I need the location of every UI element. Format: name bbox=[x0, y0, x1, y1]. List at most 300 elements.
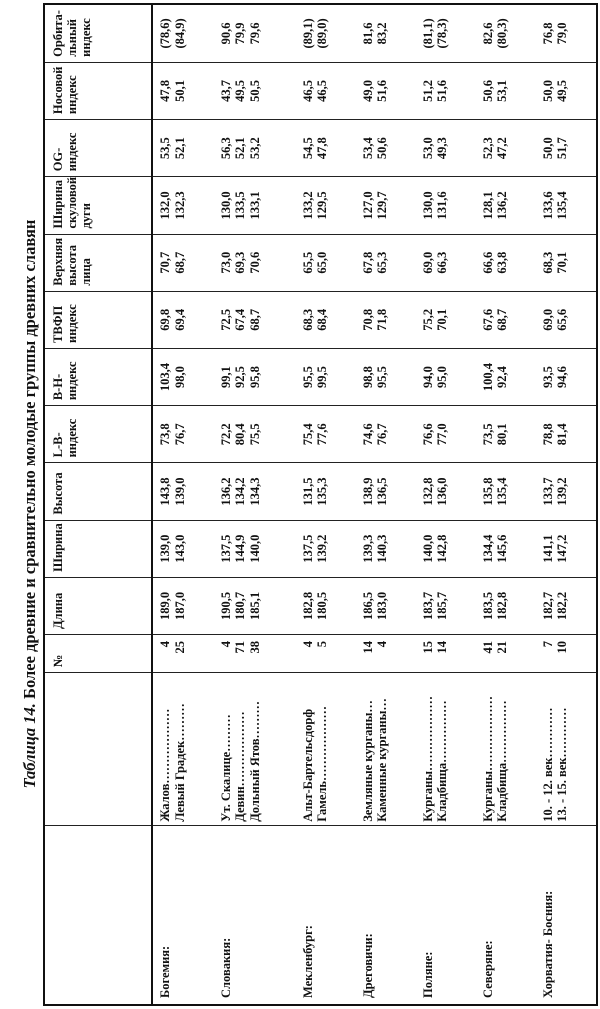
lb-index-cell bbox=[152, 406, 214, 463]
nasal-index-value: 46,5 bbox=[300, 80, 315, 102]
orbital-index-cell bbox=[475, 5, 535, 62]
bh-index-cell bbox=[475, 348, 535, 405]
height-value: 143,8 bbox=[157, 477, 172, 506]
bh-index-cell bbox=[295, 348, 355, 405]
nasal-index-cell bbox=[535, 62, 595, 119]
height-cell bbox=[475, 463, 535, 520]
orbital-index-value: 76,8 bbox=[540, 22, 555, 45]
lb-index-value: 76,7 bbox=[172, 423, 186, 446]
nasal-index-cell bbox=[152, 62, 214, 119]
count-value: 10 bbox=[554, 641, 569, 654]
width-cell bbox=[295, 520, 355, 577]
orbital-index-cell bbox=[355, 5, 415, 62]
site-label: Кладбища…………… bbox=[494, 700, 509, 822]
count-value: 21 bbox=[494, 641, 509, 654]
width-value: 137,5 bbox=[218, 534, 233, 563]
bh-index-value: 95,8 bbox=[247, 366, 262, 388]
site-label: 13. - 15. век………… bbox=[554, 707, 569, 822]
lb-index-cell bbox=[535, 406, 595, 463]
tvfp-index-value: 68,4 bbox=[314, 308, 329, 331]
upper-face-height-value: 66,6 bbox=[480, 251, 495, 274]
region-label: Мекленбург: bbox=[300, 925, 315, 998]
header-lb-index: L-B-индекс bbox=[45, 406, 152, 463]
zygomatic-width-value: 132,0 bbox=[157, 191, 172, 220]
count-cell bbox=[152, 635, 214, 673]
upper-face-height-cell bbox=[415, 234, 475, 291]
header-bh-index: B-H-индекс bbox=[45, 348, 152, 405]
region-label: Дреговичи: bbox=[360, 933, 375, 998]
table-row bbox=[355, 5, 415, 1004]
orbital-index-value: 83,2 bbox=[374, 22, 389, 45]
nasal-index-cell bbox=[475, 62, 535, 119]
og-index-value: 51,7 bbox=[554, 137, 569, 160]
upper-face-height-value: 73,0 bbox=[218, 251, 233, 274]
og-index-value: 50,0 bbox=[540, 137, 555, 160]
height-value: 139,0 bbox=[172, 477, 186, 506]
bh-index-value: 103,4 bbox=[157, 363, 172, 392]
upper-face-height-cell bbox=[152, 234, 214, 291]
length-value: 183,7 bbox=[420, 591, 435, 620]
orbital-index-value: 79,6 bbox=[247, 22, 262, 45]
bh-index-value: 95,0 bbox=[434, 366, 449, 388]
zygomatic-width-value: 133,2 bbox=[300, 191, 315, 220]
site-label: Жалов……………… bbox=[157, 708, 172, 822]
og-index-value: 56,3 bbox=[218, 137, 233, 160]
table-row bbox=[415, 5, 475, 1004]
nasal-index-value: 51,6 bbox=[374, 80, 389, 102]
height-value: 135,4 bbox=[494, 477, 509, 506]
length-value: 180,5 bbox=[314, 591, 329, 620]
height-value: 139,2 bbox=[554, 477, 569, 506]
nasal-index-cell bbox=[415, 62, 475, 119]
orbital-index-cell bbox=[415, 5, 475, 62]
width-value: 147,2 bbox=[554, 534, 569, 563]
height-cell bbox=[415, 463, 475, 520]
data-table bbox=[45, 5, 596, 1004]
nasal-index-value: 51,2 bbox=[420, 80, 435, 102]
length-value: 180,7 bbox=[232, 591, 247, 620]
table-area bbox=[40, 0, 600, 1009]
table-row bbox=[295, 5, 355, 1004]
upper-face-height-value: 70,7 bbox=[157, 251, 172, 274]
orbital-index-value: (89,0) bbox=[314, 18, 329, 49]
site-cell bbox=[355, 673, 415, 826]
height-value: 131,5 bbox=[300, 477, 315, 506]
header-zygomatic-width: Ширина скуловой дуги bbox=[45, 177, 152, 234]
bh-index-value: 92,5 bbox=[232, 366, 247, 388]
length-value: 182,8 bbox=[494, 591, 509, 620]
og-index-value: 47,8 bbox=[314, 137, 329, 160]
zygomatic-width-value: 129,7 bbox=[374, 191, 389, 220]
region-label: Богемия: bbox=[157, 945, 172, 998]
orbital-index-value: (89,1) bbox=[300, 18, 315, 49]
bh-index-cell bbox=[213, 348, 295, 405]
table-row bbox=[535, 5, 595, 1004]
zygomatic-width-cell bbox=[295, 177, 355, 234]
site-label: Левый Градек……… bbox=[172, 703, 186, 822]
region-cell bbox=[475, 825, 535, 1004]
header-width: Ширина bbox=[45, 520, 152, 577]
zygomatic-width-value: 135,4 bbox=[554, 191, 569, 220]
region-cell bbox=[295, 825, 355, 1004]
site-label: Земляные курганы… bbox=[360, 700, 375, 822]
table-caption bbox=[18, 4, 42, 1004]
upper-face-height-cell bbox=[475, 234, 535, 291]
length-value: 190,5 bbox=[218, 591, 233, 620]
og-index-value: 53,0 bbox=[420, 137, 435, 160]
site-label: Курганы……………… bbox=[420, 695, 435, 822]
count-value: 4 bbox=[300, 641, 315, 648]
upper-face-height-value: 69,0 bbox=[420, 251, 435, 274]
width-value: 140,0 bbox=[247, 534, 262, 563]
count-value: 41 bbox=[480, 641, 495, 654]
count-value: 14 bbox=[360, 641, 375, 654]
lb-index-value: 80,1 bbox=[494, 423, 509, 446]
og-index-value: 53,5 bbox=[157, 137, 172, 160]
site-label: 10. - 12. век………… bbox=[540, 707, 555, 822]
og-index-value: 52,3 bbox=[480, 137, 495, 160]
count-value: 4 bbox=[157, 641, 172, 648]
zygomatic-width-value: 136,2 bbox=[494, 191, 509, 220]
zygomatic-width-value: 128,1 bbox=[480, 191, 495, 220]
tvfp-index-value: 67,4 bbox=[232, 308, 247, 331]
zygomatic-width-value: 133,6 bbox=[540, 191, 555, 220]
tvfp-index-cell bbox=[535, 291, 595, 348]
tvfp-index-value: 70,1 bbox=[434, 308, 449, 331]
orbital-index-cell bbox=[152, 5, 214, 62]
length-value: 185,7 bbox=[434, 591, 449, 620]
orbital-index-value: (84,9) bbox=[172, 18, 186, 49]
width-value: 145,6 bbox=[494, 534, 509, 563]
length-value: 183,5 bbox=[480, 591, 495, 620]
width-cell bbox=[213, 520, 295, 577]
header-upper-face-height: Верхняя высота лица bbox=[45, 234, 152, 291]
zygomatic-width-cell bbox=[355, 177, 415, 234]
region-cell bbox=[355, 825, 415, 1004]
lb-index-value: 76,6 bbox=[420, 423, 435, 446]
bh-index-cell bbox=[152, 348, 214, 405]
width-cell bbox=[415, 520, 475, 577]
orbital-index-value: (78,3) bbox=[434, 18, 449, 49]
width-cell bbox=[152, 520, 214, 577]
nasal-index-value: 51,6 bbox=[434, 80, 449, 102]
og-index-value: 54,5 bbox=[300, 137, 315, 160]
length-value: 182,7 bbox=[540, 591, 555, 620]
og-index-cell bbox=[355, 120, 415, 177]
header-orbital-index: Орбита-льный индекс bbox=[45, 5, 152, 62]
caption-prefix: Таблица 14. bbox=[20, 703, 39, 789]
zygomatic-width-value: 127,0 bbox=[360, 191, 375, 220]
upper-face-height-value: 70,1 bbox=[554, 251, 569, 274]
site-label: Дольный Ятов……… bbox=[247, 701, 262, 822]
bh-index-cell bbox=[415, 348, 475, 405]
bh-index-value: 95,5 bbox=[374, 366, 389, 388]
zygomatic-width-cell bbox=[475, 177, 535, 234]
width-value: 137,5 bbox=[300, 534, 315, 563]
og-index-cell bbox=[152, 120, 214, 177]
width-cell bbox=[475, 520, 535, 577]
site-cell bbox=[415, 673, 475, 826]
tvfp-index-value: 68,7 bbox=[247, 308, 262, 331]
tvfp-index-cell bbox=[355, 291, 415, 348]
zygomatic-width-cell bbox=[152, 177, 214, 234]
lb-index-value: 76,7 bbox=[374, 423, 389, 446]
height-value: 133,7 bbox=[540, 477, 555, 506]
header-nasal-index: Носовой индекс bbox=[45, 62, 152, 119]
upper-face-height-cell bbox=[295, 234, 355, 291]
site-label: Гамель……………… bbox=[314, 706, 329, 822]
count-cell bbox=[295, 635, 355, 673]
og-index-cell bbox=[415, 120, 475, 177]
og-index-cell bbox=[535, 120, 595, 177]
width-value: 139,3 bbox=[360, 534, 375, 563]
upper-face-height-value: 65,5 bbox=[300, 251, 315, 274]
zygomatic-width-value: 133,5 bbox=[232, 191, 247, 220]
tvfp-index-cell bbox=[415, 291, 475, 348]
header-site bbox=[45, 673, 152, 826]
upper-face-height-cell bbox=[213, 234, 295, 291]
orbital-index-value: 79,0 bbox=[554, 22, 569, 45]
tvfp-index-cell bbox=[152, 291, 214, 348]
bh-index-value: 99,5 bbox=[314, 366, 329, 388]
length-cell bbox=[295, 577, 355, 634]
height-cell bbox=[355, 463, 415, 520]
orbital-index-value: (80,3) bbox=[494, 18, 509, 49]
tvfp-index-value: 70,8 bbox=[360, 308, 375, 331]
region-cell bbox=[152, 825, 214, 1004]
og-index-value: 53,4 bbox=[360, 137, 375, 160]
nasal-index-value: 49,0 bbox=[360, 80, 375, 102]
length-cell bbox=[152, 577, 214, 634]
bh-index-value: 94,6 bbox=[554, 366, 569, 388]
upper-face-height-value: 68,3 bbox=[540, 251, 555, 274]
orbital-index-cell bbox=[535, 5, 595, 62]
orbital-index-value: 90,6 bbox=[218, 22, 233, 45]
bh-index-cell bbox=[355, 348, 415, 405]
nasal-index-value: 43,7 bbox=[218, 80, 233, 102]
og-index-value: 49,3 bbox=[434, 137, 449, 160]
length-value: 187,0 bbox=[172, 591, 186, 620]
length-value: 185,1 bbox=[247, 591, 262, 620]
lb-index-cell bbox=[213, 406, 295, 463]
site-label: Каменные курганы… bbox=[374, 698, 389, 822]
bh-index-cell bbox=[535, 348, 595, 405]
nasal-index-cell bbox=[295, 62, 355, 119]
length-value: 182,8 bbox=[300, 591, 315, 620]
bh-index-value: 92,4 bbox=[494, 366, 509, 388]
site-cell bbox=[152, 673, 214, 826]
height-value: 136,2 bbox=[218, 477, 233, 506]
lb-index-value: 77,6 bbox=[314, 423, 329, 446]
table-row bbox=[475, 5, 535, 1004]
lb-index-cell bbox=[415, 406, 475, 463]
bh-index-value: 99,1 bbox=[218, 366, 233, 388]
og-index-value: 53,2 bbox=[247, 137, 262, 160]
region-cell bbox=[415, 825, 475, 1004]
orbital-index-cell bbox=[295, 5, 355, 62]
og-index-cell bbox=[295, 120, 355, 177]
lb-index-value: 75,5 bbox=[247, 423, 262, 446]
bh-index-value: 98,0 bbox=[172, 366, 186, 388]
site-cell bbox=[475, 673, 535, 826]
tvfp-index-value: 71,8 bbox=[374, 308, 389, 331]
nasal-index-value: 50,1 bbox=[172, 80, 186, 102]
site-cell bbox=[535, 673, 595, 826]
upper-face-height-value: 70,6 bbox=[247, 251, 262, 274]
region-label: Северяне: bbox=[480, 940, 495, 998]
site-label: Курганы……………… bbox=[480, 695, 495, 822]
width-value: 140,3 bbox=[374, 534, 389, 563]
lb-index-cell bbox=[355, 406, 415, 463]
region-label: Поляне: bbox=[420, 951, 435, 998]
nasal-index-value: 50,0 bbox=[540, 80, 555, 102]
count-value: 15 bbox=[420, 641, 435, 654]
tvfp-index-value: 68,3 bbox=[300, 308, 315, 331]
tvfp-index-value: 72,5 bbox=[218, 308, 233, 331]
count-cell bbox=[415, 635, 475, 673]
zygomatic-width-value: 129,5 bbox=[314, 191, 329, 220]
header-n: № bbox=[45, 635, 152, 673]
upper-face-height-value: 67,8 bbox=[360, 251, 375, 274]
nasal-index-value: 46,5 bbox=[314, 80, 329, 102]
lb-index-cell bbox=[295, 406, 355, 463]
nasal-index-cell bbox=[213, 62, 295, 119]
length-cell bbox=[415, 577, 475, 634]
lb-index-value: 78,8 bbox=[540, 423, 555, 446]
data-table-frame bbox=[43, 3, 598, 1006]
count-value: 5 bbox=[314, 641, 329, 648]
og-index-cell bbox=[213, 120, 295, 177]
width-value: 139,2 bbox=[314, 534, 329, 563]
nasal-index-value: 50,5 bbox=[247, 80, 262, 102]
lb-index-value: 81,4 bbox=[554, 423, 569, 446]
zygomatic-width-cell bbox=[415, 177, 475, 234]
count-cell bbox=[535, 635, 595, 673]
lb-index-value: 73,5 bbox=[480, 423, 495, 446]
orbital-index-cell bbox=[213, 5, 295, 62]
upper-face-height-value: 66,3 bbox=[434, 251, 449, 274]
lb-index-value: 72,2 bbox=[218, 423, 233, 446]
count-value: 25 bbox=[172, 641, 186, 654]
nasal-index-cell bbox=[355, 62, 415, 119]
length-cell bbox=[355, 577, 415, 634]
og-index-value: 52,1 bbox=[172, 137, 186, 160]
count-cell bbox=[475, 635, 535, 673]
tvfp-index-value: 68,7 bbox=[494, 308, 509, 331]
og-index-value: 52,1 bbox=[232, 137, 247, 160]
height-cell bbox=[535, 463, 595, 520]
tvfp-index-cell bbox=[213, 291, 295, 348]
tvfp-index-value: 69,0 bbox=[540, 308, 555, 331]
site-label: Альт-Бартельсдорф bbox=[300, 708, 315, 822]
tvfp-index-value: 65,6 bbox=[554, 308, 569, 331]
tvfp-index-cell bbox=[475, 291, 535, 348]
count-cell bbox=[355, 635, 415, 673]
table-row bbox=[152, 5, 214, 1004]
table-body bbox=[152, 5, 596, 1004]
height-value: 135,8 bbox=[480, 477, 495, 506]
tvfp-index-value: 75,2 bbox=[420, 308, 435, 331]
nasal-index-value: 50,6 bbox=[480, 80, 495, 102]
height-value: 135,3 bbox=[314, 477, 329, 506]
zygomatic-width-cell bbox=[213, 177, 295, 234]
zygomatic-width-value: 133,1 bbox=[247, 191, 262, 220]
header-tvfp-index: ТВФП индекс bbox=[45, 291, 152, 348]
zygomatic-width-value: 132,3 bbox=[172, 191, 186, 220]
height-cell bbox=[295, 463, 355, 520]
tvfp-index-value: 67,6 bbox=[480, 308, 495, 331]
site-label: Ут. Скалице……… bbox=[218, 714, 233, 822]
nasal-index-value: 47,8 bbox=[157, 80, 172, 102]
upper-face-height-value: 68,7 bbox=[172, 251, 186, 274]
height-value: 132,8 bbox=[420, 477, 435, 506]
header-height: Высота bbox=[45, 463, 152, 520]
count-value: 4 bbox=[374, 641, 389, 648]
upper-face-height-value: 65,3 bbox=[374, 251, 389, 274]
zygomatic-width-value: 130,0 bbox=[218, 191, 233, 220]
bh-index-value: 98,8 bbox=[360, 366, 375, 388]
count-value: 14 bbox=[434, 641, 449, 654]
length-value: 183,0 bbox=[374, 591, 389, 620]
height-value: 138,9 bbox=[360, 477, 375, 506]
zygomatic-width-value: 130,0 bbox=[420, 191, 435, 220]
height-cell bbox=[152, 463, 214, 520]
table-row bbox=[213, 5, 295, 1004]
upper-face-height-value: 65,0 bbox=[314, 251, 329, 274]
nasal-index-value: 49,5 bbox=[554, 80, 569, 102]
og-index-cell bbox=[475, 120, 535, 177]
bh-index-value: 100,4 bbox=[480, 363, 495, 392]
count-value: 38 bbox=[247, 641, 262, 654]
zygomatic-width-value: 131,6 bbox=[434, 191, 449, 220]
caption-title: Более древние и сравнительно молодые группы древних славян bbox=[20, 219, 39, 699]
length-cell bbox=[213, 577, 295, 634]
height-value: 136,0 bbox=[434, 477, 449, 506]
upper-face-height-cell bbox=[535, 234, 595, 291]
lb-index-value: 80,4 bbox=[232, 423, 247, 446]
bh-index-value: 93,5 bbox=[540, 366, 555, 388]
og-index-value: 47,2 bbox=[494, 137, 509, 160]
lb-index-value: 75,4 bbox=[300, 423, 315, 446]
length-cell bbox=[475, 577, 535, 634]
width-cell bbox=[535, 520, 595, 577]
upper-face-height-cell bbox=[355, 234, 415, 291]
height-value: 134,2 bbox=[232, 477, 247, 506]
lb-index-cell bbox=[475, 406, 535, 463]
region-label: Хорватия- Босния: bbox=[540, 890, 555, 998]
region-cell bbox=[535, 825, 595, 1004]
header-region bbox=[45, 825, 152, 1004]
bh-index-value: 95,5 bbox=[300, 366, 315, 388]
header-og-index: OG-индекс bbox=[45, 120, 152, 177]
tvfp-index-value: 69,4 bbox=[172, 308, 186, 331]
count-cell bbox=[213, 635, 295, 673]
site-label: Девин……………… bbox=[232, 711, 247, 822]
site-cell bbox=[213, 673, 295, 826]
length-value: 189,0 bbox=[157, 591, 172, 620]
nasal-index-value: 49,5 bbox=[232, 80, 247, 102]
width-value: 141,1 bbox=[540, 534, 555, 563]
lb-index-value: 73,8 bbox=[157, 423, 172, 446]
count-value: 71 bbox=[232, 641, 247, 654]
region-cell bbox=[213, 825, 295, 1004]
lb-index-value: 74,6 bbox=[360, 423, 375, 446]
width-cell bbox=[355, 520, 415, 577]
height-value: 136,5 bbox=[374, 477, 389, 506]
nasal-index-value: 53,1 bbox=[494, 80, 509, 102]
tvfp-index-value: 69,8 bbox=[157, 308, 172, 331]
bh-index-value: 94,0 bbox=[420, 366, 435, 388]
